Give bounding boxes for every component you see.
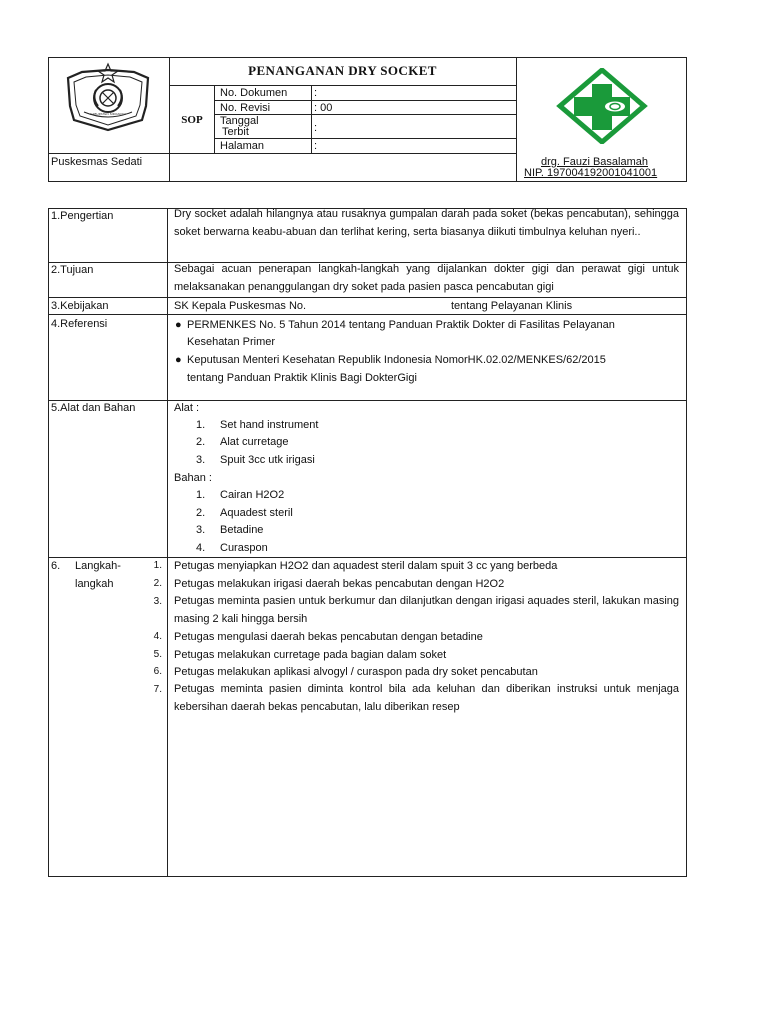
referensi-item-1-line2: Kesehatan Primer [187,336,276,348]
referensi-bullet-2: ● [175,354,182,366]
institution-name: Puskesmas Sedati [51,156,143,168]
field-no-dokumen-value: : [314,87,318,99]
bahan-item-4-num: 4. [196,542,206,554]
field-tanggal-label-2: Terbit [222,126,249,138]
sop-label: SOP [181,114,203,126]
kebijakan-text-left: SK Kepala Puskesmas No. [174,300,307,312]
field-no-dokumen-label: No. Dokumen [220,87,288,99]
referensi-item-2-line1: Keputusan Menteri Kesehatan Republik Indonesia NomorHK.02.02/MENKES/62/2015 [187,354,606,366]
signatory-name: drg. Fauzi Basalamah [541,156,648,168]
step-7-text: Petugas meminta pasien diminta kontrol bila ada keluhan dan diberikan instruksi untuk menjaga kebersihan daerah bekas pencabutan, lalu diberikan resep [174,683,679,713]
section-pengertian-text: Dry socket adalah hilangnya atau rusaknya gumpalan darah pada soket (bekas pencabutan), sehingga soket berwarna keabu-abuan dan terlihat kering, serta biasanya diikuti timbulnya keluhan nyeri.. [174,208,679,238]
section-tujuan-text: Sebagai acuan penerapan langkah-langkah yang dijalankan dokter gigi dan perawat gigi untuk melaksanakan penanggulangan dry soket pada pasien pasca pencabutan gigi [174,263,679,293]
referensi-item-1-line1: PERMENKES No. 5 Tahun 2014 tentang Panduan Praktik Dokter di Fasilitas Pelayanan [187,319,615,331]
alat-item-2-num: 2. [196,436,206,448]
alat-item-3: Spuit 3cc utk irigasi [220,454,315,466]
bahan-item-1-num: 1. [196,489,206,501]
alat-item-1: Set hand instrument [220,419,319,431]
section-langkah-num: 6. [51,560,61,572]
bahan-item-1: Cairan H2O2 [220,489,285,501]
step-3-num: 3. [153,596,162,607]
alat-item-2: Alat curretage [220,436,289,448]
kebijakan-text-right: tentang Pelayanan Klinis [451,300,573,312]
section-alat-bahan-label: 5.Alat dan Bahan [51,402,136,414]
step-6-num: 6. [153,666,162,677]
referensi-item-2-line2: tentang Panduan Praktik Klinis Bagi DokterGigi [187,372,417,384]
bahan-item-2: Aquadest steril [220,507,293,519]
field-no-revisi-value: : 00 [314,102,333,114]
section-tujuan-label: 2.Tujuan [51,264,94,276]
section-referensi-label: 4.Referensi [51,318,108,330]
referensi-bullet-1: ● [175,319,182,331]
alat-title: Alat : [174,402,200,414]
field-tanggal-value: : [314,122,318,134]
step-4-num: 4. [153,631,162,642]
section-langkah-label-1: Langkah- [75,560,121,572]
field-halaman-value: : [314,140,318,152]
step-4-text: Petugas mengulasi daerah bekas pencabutan dengan betadine [174,631,483,643]
step-1-num: 1. [153,560,162,571]
regency-seal-logo [62,62,154,134]
document-title: PENANGANAN DRY SOCKET [248,63,437,78]
step-2-text: Petugas melakukan irigasi daerah bekas pencabutan dengan H2O2 [174,578,505,590]
step-5-num: 5. [153,649,162,660]
bahan-item-2-num: 2. [196,507,206,519]
puskesmas-logo [556,68,648,144]
section-langkah-label-2: langkah [75,578,114,590]
step-5-text: Petugas melakukan curretage pada bagian dalam soket [174,649,447,661]
seal-caption: KABUPATEN SIDOARJO [90,112,126,116]
step-1-text: Petugas menyiapkan H2O2 dan aquadest steril dalam spuit 3 cc yang berbeda [174,560,558,572]
step-6-text: Petugas melakukan aplikasi alvogyl / curaspon pada dry soket pencabutan [174,666,538,678]
field-no-revisi-label: No. Revisi [220,102,271,114]
bahan-title: Bahan : [174,472,212,484]
alat-item-1-num: 1. [196,419,206,431]
bahan-item-4: Curaspon [220,542,268,554]
field-tanggal-label-1: Tanggal [220,115,259,127]
step-7-num: 7. [153,684,162,695]
field-halaman-label: Halaman [220,140,265,152]
step-2-num: 2. [153,578,162,589]
section-pengertian-label: 1.Pengertian [51,210,114,222]
alat-item-3-num: 3. [196,454,206,466]
signatory-nip: NIP. 197004192001041001 [524,167,658,179]
section-kebijakan-label: 3.Kebijakan [51,300,109,312]
step-3-text: Petugas meminta pasien untuk berkumur dan dilanjutkan dengan irigasi aquades steril, lakukan masing masing 2 kali hingga bersih [174,595,679,625]
bahan-item-3: Betadine [220,524,264,536]
bahan-item-3-num: 3. [196,524,206,536]
